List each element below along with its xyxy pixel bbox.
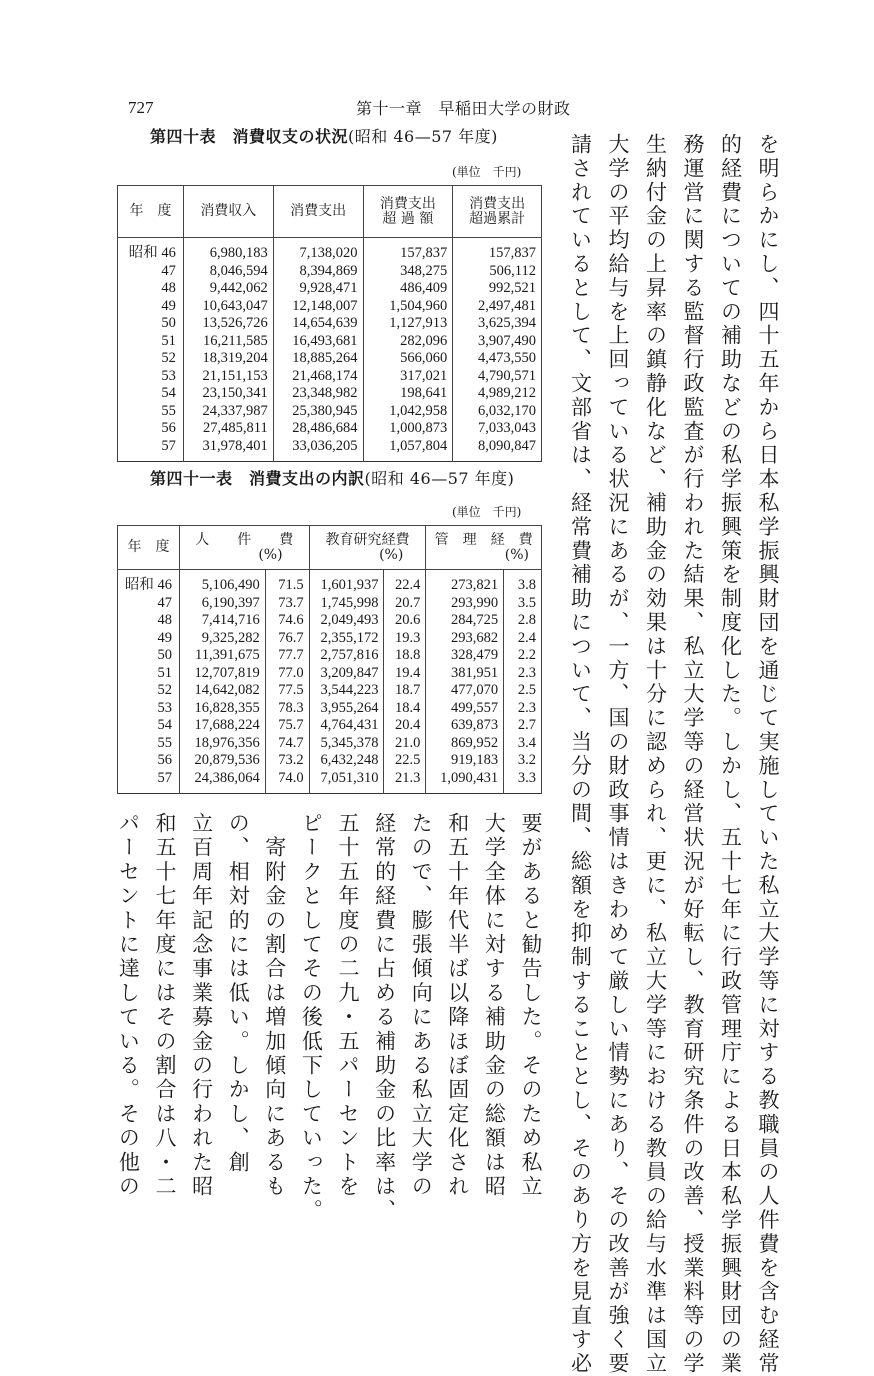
amount-cell: 16,828,355 [179,700,265,718]
percent-cell: 2.7 [504,717,542,735]
value-cell: 317,021 [363,368,453,386]
value-cell: 1,504,960 [363,298,453,316]
text-column: 寄附金の割合は増加傾向にあるも [262,812,287,1200]
value-cell: 1,057,804 [363,438,453,462]
percent-cell: 74.0 [265,770,309,794]
table41-row [118,647,542,665]
value-cell: 157,837 [363,238,453,263]
value-cell: 21,151,153 [183,368,273,386]
header-label: 人 件 費 [195,531,294,548]
value-cell: 27,485,811 [183,420,273,438]
amount-cell: 5,345,378 [309,735,384,753]
value-cell: 506,112 [453,263,542,281]
table41-header-personnel [179,526,309,570]
table40-header-row [118,186,542,238]
value-cell: 23,348,982 [273,385,363,403]
text-column: 立百周年記念事業募金の行われた昭 [189,812,214,1200]
year-cell: 54 [118,717,180,735]
amount-cell: 18,976,356 [179,735,265,753]
table40-row [118,350,542,368]
value-cell: 9,928,471 [273,280,363,298]
year-cell: 昭和 46 [118,238,184,263]
value-cell: 486,409 [363,280,453,298]
table40-header-year: 年 度 [118,186,184,238]
percent-cell: 2.4 [504,630,542,648]
text-column: 和五十年代半ば以降ほぼ固定化され [445,812,470,1200]
amount-cell: 20,879,536 [179,752,265,770]
percent-cell: 3.2 [504,752,542,770]
table41-header-year: 年 度 [118,526,180,570]
year-cell: 51 [118,665,180,683]
text-column: 大学全体に対する補助金の総額は昭 [482,812,507,1200]
year-cell: 48 [118,612,180,630]
percent-label: (%) [504,546,529,563]
value-cell: 7,033,043 [453,420,542,438]
percent-cell: 18.4 [384,700,426,718]
percent-cell: 21.0 [384,735,426,753]
value-cell: 16,493,681 [273,333,363,351]
year-cell: 47 [118,595,180,613]
year-cell: 47 [118,263,184,281]
value-cell: 31,978,401 [183,438,273,462]
header-label: 教育研究経費 [325,531,410,548]
percent-label: (%) [379,546,404,563]
text-column: たので、膨張傾向にある私立大学の [409,812,434,1200]
amount-cell: 919,183 [426,752,504,770]
value-cell: 28,486,684 [273,420,363,438]
value-cell: 4,989,212 [453,385,542,403]
percent-cell: 77.5 [265,682,309,700]
text-column: を明らかにし、四十五年から日本私学振興財団を通じて実施していた私立大学等に対する教職員の人件費を含む経常 [756,133,780,1376]
value-cell: 4,473,550 [453,350,542,368]
amount-cell: 3,955,264 [309,700,384,718]
table40-row [118,420,542,438]
percent-cell: 76.7 [265,630,309,648]
value-cell: 12,148,007 [273,298,363,316]
value-cell: 566,060 [363,350,453,368]
table41-row [118,682,542,700]
value-cell: 348,275 [363,263,453,281]
table41-header-admin [426,526,542,570]
amount-cell: 3,209,847 [309,665,384,683]
header-line: 超過累計 [469,210,526,227]
year-cell: 52 [118,350,184,368]
table41-row [118,612,542,630]
text-column: 生納付金の上昇率の鎮静化など、補助金の効果は十分に認められ、更に、私立大学等における教員の給与水準は国立 [643,133,668,1376]
text-column: の、相対的には低い。しかし、創 [226,812,251,1175]
amount-cell: 1,601,937 [309,570,384,595]
table40-header-cumulative [453,186,542,238]
year-cell: 57 [118,438,184,462]
percent-cell: 74.7 [265,735,309,753]
percent-cell: 20.4 [384,717,426,735]
value-cell: 3,625,394 [453,315,542,333]
table41-unit: (単位 千円) [452,505,522,519]
amount-cell: 4,764,431 [309,717,384,735]
value-cell: 9,442,062 [183,280,273,298]
percent-cell: 77.7 [265,647,309,665]
value-cell: 1,042,958 [363,403,453,421]
text-column: ピークとしてその後低下していった。 [299,812,324,1224]
header-line: 消費支出 [379,195,436,212]
value-cell: 992,521 [453,280,542,298]
amount-cell: 12,707,819 [179,665,265,683]
table40-header-excess [363,186,453,238]
percent-cell: 3.8 [504,570,542,595]
amount-cell: 17,688,224 [179,717,265,735]
year-cell: 50 [118,315,184,333]
amount-cell: 2,355,172 [309,630,384,648]
value-cell: 21,468,174 [273,368,363,386]
header-label: 管 理 経 費 [434,531,533,548]
table40-header-income: 消費収入 [183,186,273,238]
percent-cell: 20.6 [384,612,426,630]
text-column: 五十五年度の二九・五パーセントを [336,812,360,1200]
value-cell: 3,907,490 [453,333,542,351]
year-cell: 55 [118,403,184,421]
table40-row [118,333,542,351]
percent-cell: 2.2 [504,647,542,665]
percent-cell: 75.7 [265,717,309,735]
percent-cell: 21.3 [384,770,426,794]
amount-cell: 3,544,223 [309,682,384,700]
amount-cell: 2,757,816 [309,647,384,665]
table40-unit: (単位 千円) [452,165,522,179]
value-cell: 10,643,047 [183,298,273,316]
percent-cell: 2.3 [504,665,542,683]
value-cell: 16,211,585 [183,333,273,351]
table41-row [118,770,542,794]
year-cell: 56 [118,420,184,438]
percent-cell: 73.2 [265,752,309,770]
percent-cell: 22.4 [384,570,426,595]
year-cell: 53 [118,368,184,386]
amount-cell: 2,049,493 [309,612,384,630]
year-cell: 51 [118,333,184,351]
amount-cell: 9,325,282 [179,630,265,648]
table41-row [118,630,542,648]
table41-row [118,595,542,613]
table41-row [118,717,542,735]
chapter-heading: 第十一章 早稲田大学の財政 [356,99,571,118]
text-column: 的経費についての補助などの私学振興策を制度化した。しかし、五十七年に行政管理庁による日本私学振興財団の業 [718,133,743,1376]
percent-cell: 3.4 [504,735,542,753]
table40-row [118,385,542,403]
text-column: 和五十七年度にはその割合は八・二 [153,812,177,1200]
table41 [117,525,542,794]
percent-cell: 2.8 [504,612,542,630]
value-cell: 4,790,571 [453,368,542,386]
year-cell: 54 [118,385,184,403]
value-cell: 18,319,204 [183,350,273,368]
amount-cell: 499,557 [426,700,504,718]
table40-row [118,238,542,263]
value-cell: 18,885,264 [273,350,363,368]
header-line: 超 過 額 [382,210,434,227]
table40-row [118,263,542,281]
table41-body [118,570,542,794]
percent-cell: 71.5 [265,570,309,595]
percent-cell: 20.7 [384,595,426,613]
value-cell: 14,654,639 [273,315,363,333]
text-column: 請されているとして、文部省は、経常費補助について、当分の間、総額を抑制することとし、そのあり方を見直す必 [568,133,593,1376]
table41-header-row [118,526,542,570]
value-cell: 13,526,726 [183,315,273,333]
value-cell: 23,150,341 [183,385,273,403]
amount-cell: 477,070 [426,682,504,700]
amount-cell: 24,386,064 [179,770,265,794]
value-cell: 25,380,945 [273,403,363,421]
value-cell: 1,000,873 [363,420,453,438]
table40-row [118,403,542,421]
amount-cell: 869,952 [426,735,504,753]
table41-row [118,752,542,770]
value-cell: 1,127,913 [363,315,453,333]
table41-row [118,665,542,683]
amount-cell: 1,090,431 [426,770,504,794]
table40-row [118,368,542,386]
table40 [117,185,542,462]
table40-title-period: (昭和 46—57 年度) [348,127,498,146]
amount-cell: 14,642,082 [179,682,265,700]
percent-cell: 19.4 [384,665,426,683]
text-column: パーセントに達している。その他の [116,812,141,1200]
value-cell: 24,337,987 [183,403,273,421]
text-column: 大学の平均給与を上回っている状況にあるが、一方、国の財政事情はきわめて厳しい情勢にあり、その改善が強く要 [606,133,630,1376]
value-cell: 282,096 [363,333,453,351]
value-cell: 6,032,170 [453,403,542,421]
year-cell: 49 [118,298,184,316]
value-cell: 8,090,847 [453,438,542,462]
table41-header-education [309,526,426,570]
amount-cell: 5,106,490 [179,570,265,595]
table41-title [150,466,514,489]
year-cell: 49 [118,630,180,648]
year-cell: 48 [118,280,184,298]
amount-cell: 273,821 [426,570,504,595]
percent-cell: 3.3 [504,770,542,794]
page-number: 727 [128,98,154,117]
table40-row [118,298,542,316]
year-cell: 57 [118,770,180,794]
percent-cell: 73.7 [265,595,309,613]
amount-cell: 7,414,716 [179,612,265,630]
amount-cell: 7,051,310 [309,770,384,794]
table40-header-expense: 消費支出 [273,186,363,238]
amount-cell: 1,745,998 [309,595,384,613]
amount-cell: 639,873 [426,717,504,735]
table40-row [118,280,542,298]
percent-cell: 3.5 [504,595,542,613]
value-cell: 7,138,020 [273,238,363,263]
amount-cell: 293,990 [426,595,504,613]
table41-row [118,735,542,753]
year-cell: 52 [118,682,180,700]
amount-cell: 381,951 [426,665,504,683]
percent-cell: 22.5 [384,752,426,770]
percent-cell: 74.6 [265,612,309,630]
percent-cell: 78.3 [265,700,309,718]
text-column: 経常的経費に占める補助金の比率は、 [372,812,397,1224]
amount-cell: 11,391,675 [179,647,265,665]
header-line: 消費支出 [469,195,526,212]
year-cell: 56 [118,752,180,770]
percent-cell: 18.7 [384,682,426,700]
table41-row [118,570,542,595]
value-cell: 157,837 [453,238,542,263]
amount-cell: 6,190,397 [179,595,265,613]
amount-cell: 328,479 [426,647,504,665]
percent-cell: 18.8 [384,647,426,665]
year-cell: 53 [118,700,180,718]
value-cell: 198,641 [363,385,453,403]
amount-cell: 6,432,248 [309,752,384,770]
table41-title-main: 第四十一表 消費支出の内訳 [150,469,365,488]
table41-row [118,700,542,718]
table40-body [118,238,542,462]
percent-cell: 77.0 [265,665,309,683]
table40-row [118,315,542,333]
percent-cell: 2.3 [504,700,542,718]
amount-cell: 293,682 [426,630,504,648]
percent-cell: 19.3 [384,630,426,648]
value-cell: 8,046,594 [183,263,273,281]
year-cell: 55 [118,735,180,753]
value-cell: 6,980,183 [183,238,273,263]
table40-title-main: 第四十表 消費収支の状況 [150,127,349,146]
amount-cell: 284,725 [426,612,504,630]
table41-title-period: (昭和 46—57 年度) [364,469,515,488]
percent-cell: 2.5 [504,682,542,700]
year-cell: 50 [118,647,180,665]
table40-row [118,438,542,462]
value-cell: 8,394,869 [273,263,363,281]
value-cell: 2,497,481 [453,298,542,316]
text-column: 要があると勧告した。そのため私立 [519,812,543,1200]
table40-title [150,124,498,147]
year-cell: 昭和 46 [118,570,180,595]
value-cell: 33,036,205 [273,438,363,462]
text-column: 務運営に関する監督行政監査が行われた結果、私立大学等の経営状況が好転し、教育研究条件の改善、授業料等の学 [681,133,705,1376]
percent-label: (%) [258,546,283,563]
